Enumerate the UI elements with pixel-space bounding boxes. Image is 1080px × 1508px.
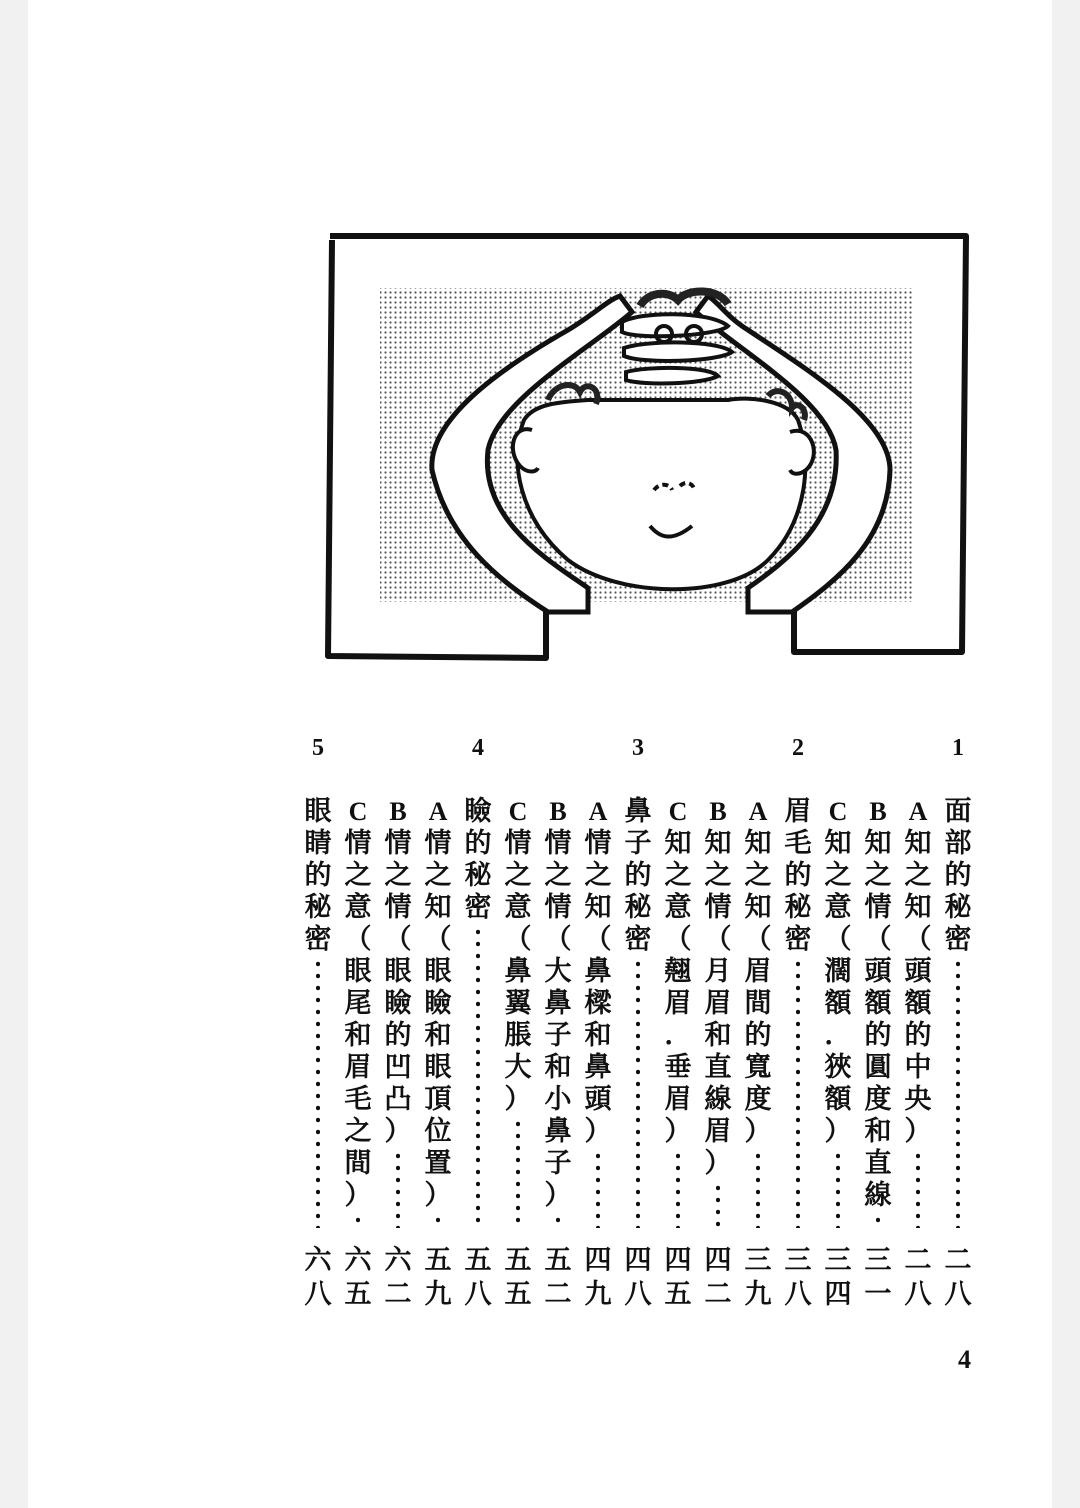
toc-page-ref: 二 八 bbox=[904, 1245, 932, 1310]
toc-entry[interactable] bbox=[818, 796, 858, 1234]
toc-entry[interactable] bbox=[698, 796, 738, 1234]
toc-entry-title: B 知 之 情 （ 月 眉 和 直 線 眉 ） bbox=[704, 797, 732, 1179]
dot-leader bbox=[556, 1214, 560, 1228]
toc-entry[interactable] bbox=[298, 796, 338, 1234]
toc-page-ref: 三 九 bbox=[744, 1245, 772, 1310]
section-number-1: 1 bbox=[952, 735, 964, 761]
toc-page-ref: 五 二 bbox=[544, 1245, 572, 1310]
toc-page-ref: 四 二 bbox=[704, 1245, 732, 1310]
toc-entry-title: A 情 之 知 （ 鼻 樑 和 鼻 頭 ） bbox=[584, 797, 612, 1147]
toc-page-ref: 六 二 bbox=[384, 1245, 412, 1310]
toc-entry[interactable] bbox=[458, 796, 498, 1234]
toc-entry-title: 面 部 的 秘 密 bbox=[944, 796, 972, 955]
toc-entry[interactable] bbox=[898, 796, 938, 1234]
toc-entry[interactable] bbox=[938, 796, 978, 1234]
section-number-4: 4 bbox=[472, 735, 484, 761]
dot-leader bbox=[956, 958, 960, 1228]
toc-page-ref: 五 九 bbox=[424, 1245, 452, 1310]
toc-entry[interactable] bbox=[738, 796, 778, 1234]
toc-entry[interactable] bbox=[538, 796, 578, 1234]
toc-entry-title: C 知 之 意 （ 翹 眉 ． 垂 眉 ） bbox=[664, 797, 692, 1147]
toc-page-ref: 六 五 bbox=[344, 1245, 372, 1310]
dot-leader bbox=[516, 1118, 520, 1228]
dot-leader bbox=[396, 1150, 400, 1228]
section-number-3: 3 bbox=[632, 735, 644, 761]
toc-entry[interactable] bbox=[338, 796, 378, 1234]
toc-page-ref: 三 四 bbox=[824, 1245, 852, 1310]
toc-entry-title: 眼 睛 的 秘 密 bbox=[304, 796, 332, 955]
toc-page-ref: 六 八 bbox=[304, 1245, 332, 1310]
toc-page-ref: 三 一 bbox=[864, 1245, 892, 1310]
toc-entry-title: A 知 之 知 （ 眉 間 的 寬 度 ） bbox=[744, 797, 772, 1147]
dot-leader bbox=[316, 958, 320, 1228]
toc-entry[interactable] bbox=[618, 796, 658, 1234]
toc-entry[interactable] bbox=[418, 796, 458, 1234]
section-number-2: 2 bbox=[792, 735, 804, 761]
toc-entry[interactable] bbox=[578, 796, 618, 1234]
toc-page-ref: 五 五 bbox=[504, 1245, 532, 1310]
toc-entry[interactable] bbox=[658, 796, 698, 1234]
toc-page-ref: 五 八 bbox=[464, 1245, 492, 1310]
toc-page-ref: 四 九 bbox=[584, 1245, 612, 1310]
dot-leader bbox=[836, 1150, 840, 1228]
book-page bbox=[28, 0, 1052, 1508]
toc-entry-title: C 情 之 意 （ 眼 尾 和 眉 毛 之 間 ） bbox=[344, 797, 372, 1211]
dot-leader bbox=[796, 958, 800, 1228]
dot-leader bbox=[916, 1150, 920, 1228]
toc-page-ref: 三 八 bbox=[784, 1245, 812, 1310]
toc-entry-title: B 知 之 情 （ 頭 額 的 圓 度 和 直 線 bbox=[864, 797, 892, 1211]
toc-entry[interactable] bbox=[378, 796, 418, 1234]
toc-page-ref: 四 五 bbox=[664, 1245, 692, 1310]
toc-page-ref: 四 八 bbox=[624, 1245, 652, 1310]
toc-entry[interactable] bbox=[858, 796, 898, 1234]
toc-entry[interactable] bbox=[498, 796, 538, 1234]
toc-entry-title: 瞼 的 秘 密 bbox=[464, 796, 492, 923]
dot-leader bbox=[476, 926, 480, 1228]
dot-leader bbox=[636, 958, 640, 1228]
face-with-hands-illustration bbox=[28, 0, 1052, 700]
toc-entry-title: 鼻 子 的 秘 密 bbox=[624, 796, 652, 955]
toc-entry-title: C 知 之 意 （ 濶 額 ． 狹 額 ） bbox=[824, 797, 852, 1147]
toc-entry-title: C 情 之 意 （ 鼻 翼 脹 大 ） bbox=[504, 797, 532, 1115]
page-number: 4 bbox=[958, 1345, 971, 1374]
dot-leader bbox=[716, 1182, 720, 1228]
dot-leader bbox=[676, 1150, 680, 1228]
toc-page-ref: 二 八 bbox=[944, 1245, 972, 1310]
section-number-5: 5 bbox=[312, 735, 324, 761]
toc-entry-title: B 情 之 情 （ 大 鼻 子 和 小 鼻 子 ） bbox=[544, 797, 572, 1211]
dot-leader bbox=[596, 1150, 600, 1228]
toc-entry-title: B 情 之 情 （ 眼 瞼 的 凹 凸 ） bbox=[384, 797, 412, 1147]
toc-entry-title: 眉 毛 的 秘 密 bbox=[784, 796, 812, 955]
toc-entry[interactable] bbox=[778, 796, 818, 1234]
toc-entry-title: A 知 之 知 （ 頭 額 的 中 央 ） bbox=[904, 797, 932, 1147]
toc-entry-title: A 情 之 知 （ 眼 瞼 和 眼 頂 位 置 ） bbox=[424, 797, 452, 1211]
dot-leader bbox=[436, 1214, 440, 1228]
dot-leader bbox=[356, 1214, 360, 1228]
dot-leader bbox=[876, 1214, 880, 1228]
dot-leader bbox=[756, 1150, 760, 1228]
